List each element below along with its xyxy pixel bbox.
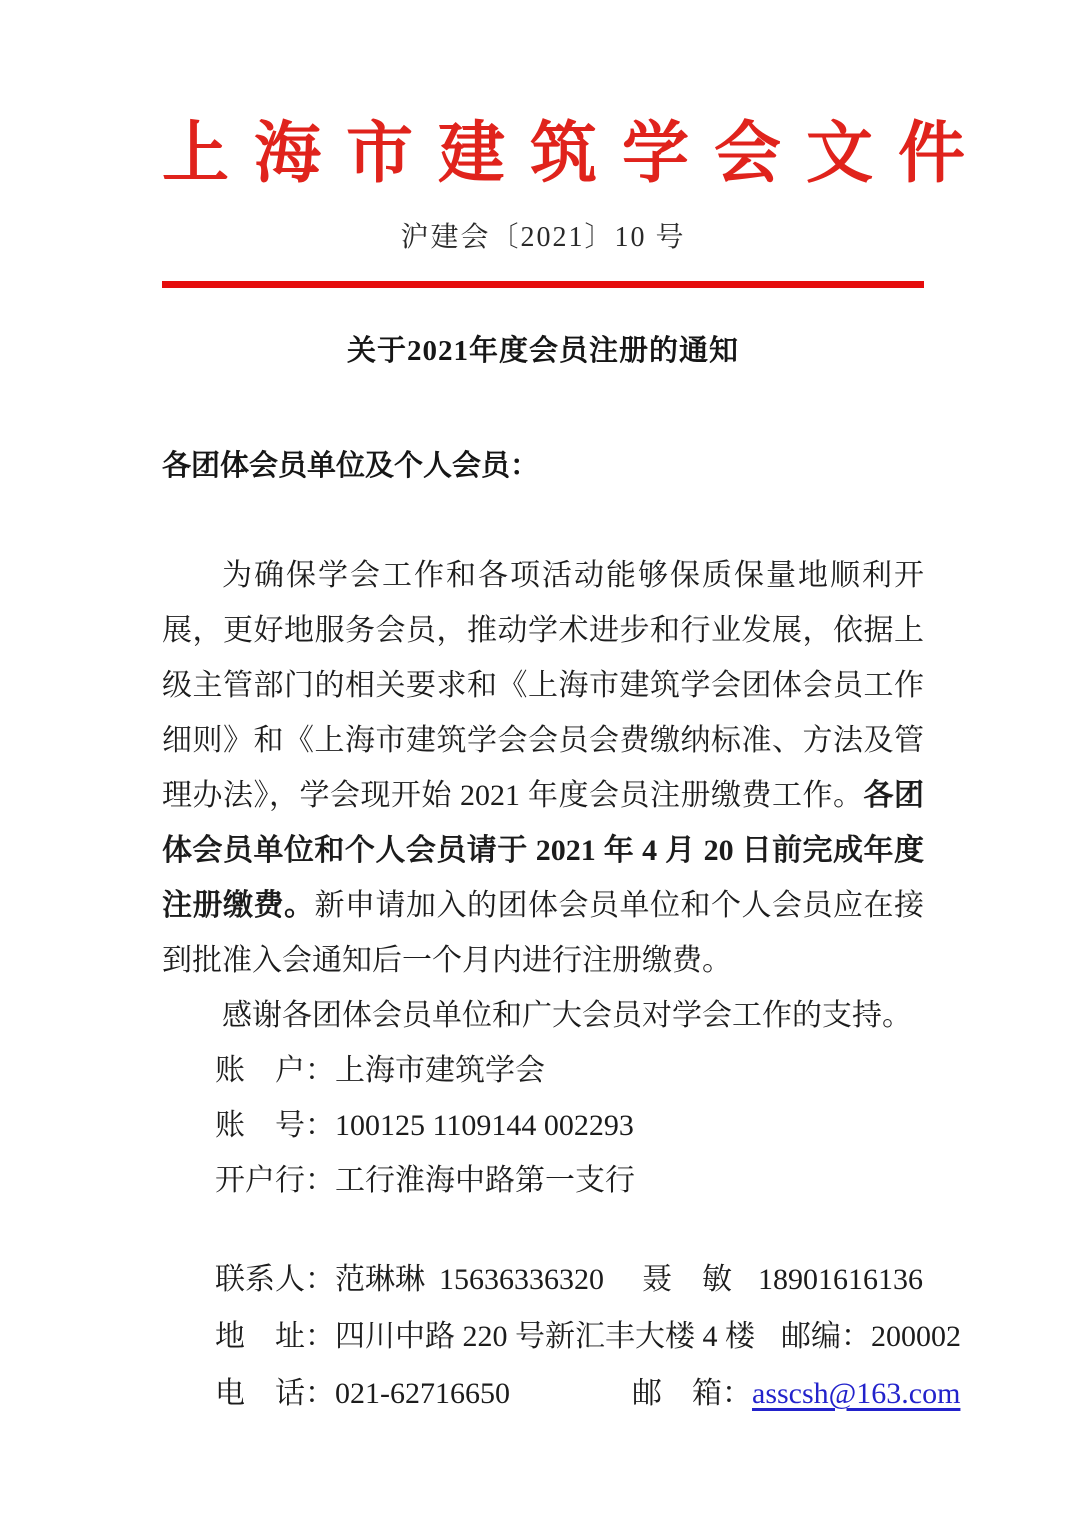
bank-value: 工行淮海中路第一支行 (335, 1164, 635, 1198)
contact-block (162, 1251, 961, 1422)
notice-title: 关于2021年度会员注册的通知 (346, 335, 739, 368)
contact-person1-phone: 15636336320 (439, 1263, 604, 1297)
address-line (162, 1308, 961, 1365)
contact-person1-name: 范琳琳 (335, 1263, 425, 1297)
contact-person2-phone: 18901616136 (758, 1263, 923, 1297)
bank-line (162, 1153, 924, 1208)
email-label: 邮 箱： (632, 1377, 752, 1411)
account-holder-line (162, 1043, 924, 1098)
main-paragraph-deadline-bold: 各团体会员单位和个人会员请于 2021 年 4 月 20 日前完成年度注册缴费。 (162, 779, 924, 923)
salutation: 各团体会员单位及个人会员： (162, 450, 540, 483)
tel-value: 021-62716650 (335, 1377, 510, 1411)
contacts-line (162, 1251, 924, 1308)
thanks-line: 感谢各团体会员单位和广大会员对学会工作的支持。 (222, 999, 912, 1033)
account-holder-label: 账 户： (215, 1054, 335, 1088)
account-number-line (162, 1098, 924, 1153)
phone-email-line (162, 1365, 961, 1422)
contacts-label: 联系人： (215, 1263, 335, 1297)
address-label: 地 址： (215, 1320, 335, 1354)
main-paragraph-lead: 为确保学会工作和各项活动能够保质保量地顺利开展，更好地服务会员，推动学术进步和行业发展，依据上级主管部门的相关要求和《上海市建筑学会团体会员工作细则》和《上海市建筑学会会员会费缴纳标准、方法及管理办法》，学会现开始 2021 年度会员注册缴费工作。 (162, 559, 924, 813)
bank-label: 开户行： (215, 1164, 335, 1198)
main-paragraph (162, 548, 924, 988)
org-title: 上海市建筑学会文件 (162, 117, 990, 191)
doc-number: 沪建会〔2021〕10 号 (400, 222, 686, 254)
account-holder-value: 上海市建筑学会 (335, 1054, 545, 1088)
address-value: 四川中路 220 号新汇丰大楼 4 楼 (335, 1320, 755, 1354)
contact-person2-name: 聂 敏 (642, 1263, 732, 1297)
tel-label: 电 话： (215, 1377, 335, 1411)
account-block (162, 1043, 924, 1208)
account-number-label: 账 号： (215, 1109, 335, 1143)
account-number-value: 100125 1109144 002293 (335, 1109, 634, 1143)
postcode-value: 200002 (871, 1320, 961, 1354)
email-link[interactable]: asscsh@163.com (752, 1377, 961, 1411)
red-divider-rule (162, 281, 924, 288)
postcode-label: 邮编： (781, 1320, 871, 1354)
main-paragraph-tail: 新申请加入的团体会员单位和个人会员应在接到批准入会通知后一个月内进行注册缴费。 (162, 889, 924, 978)
